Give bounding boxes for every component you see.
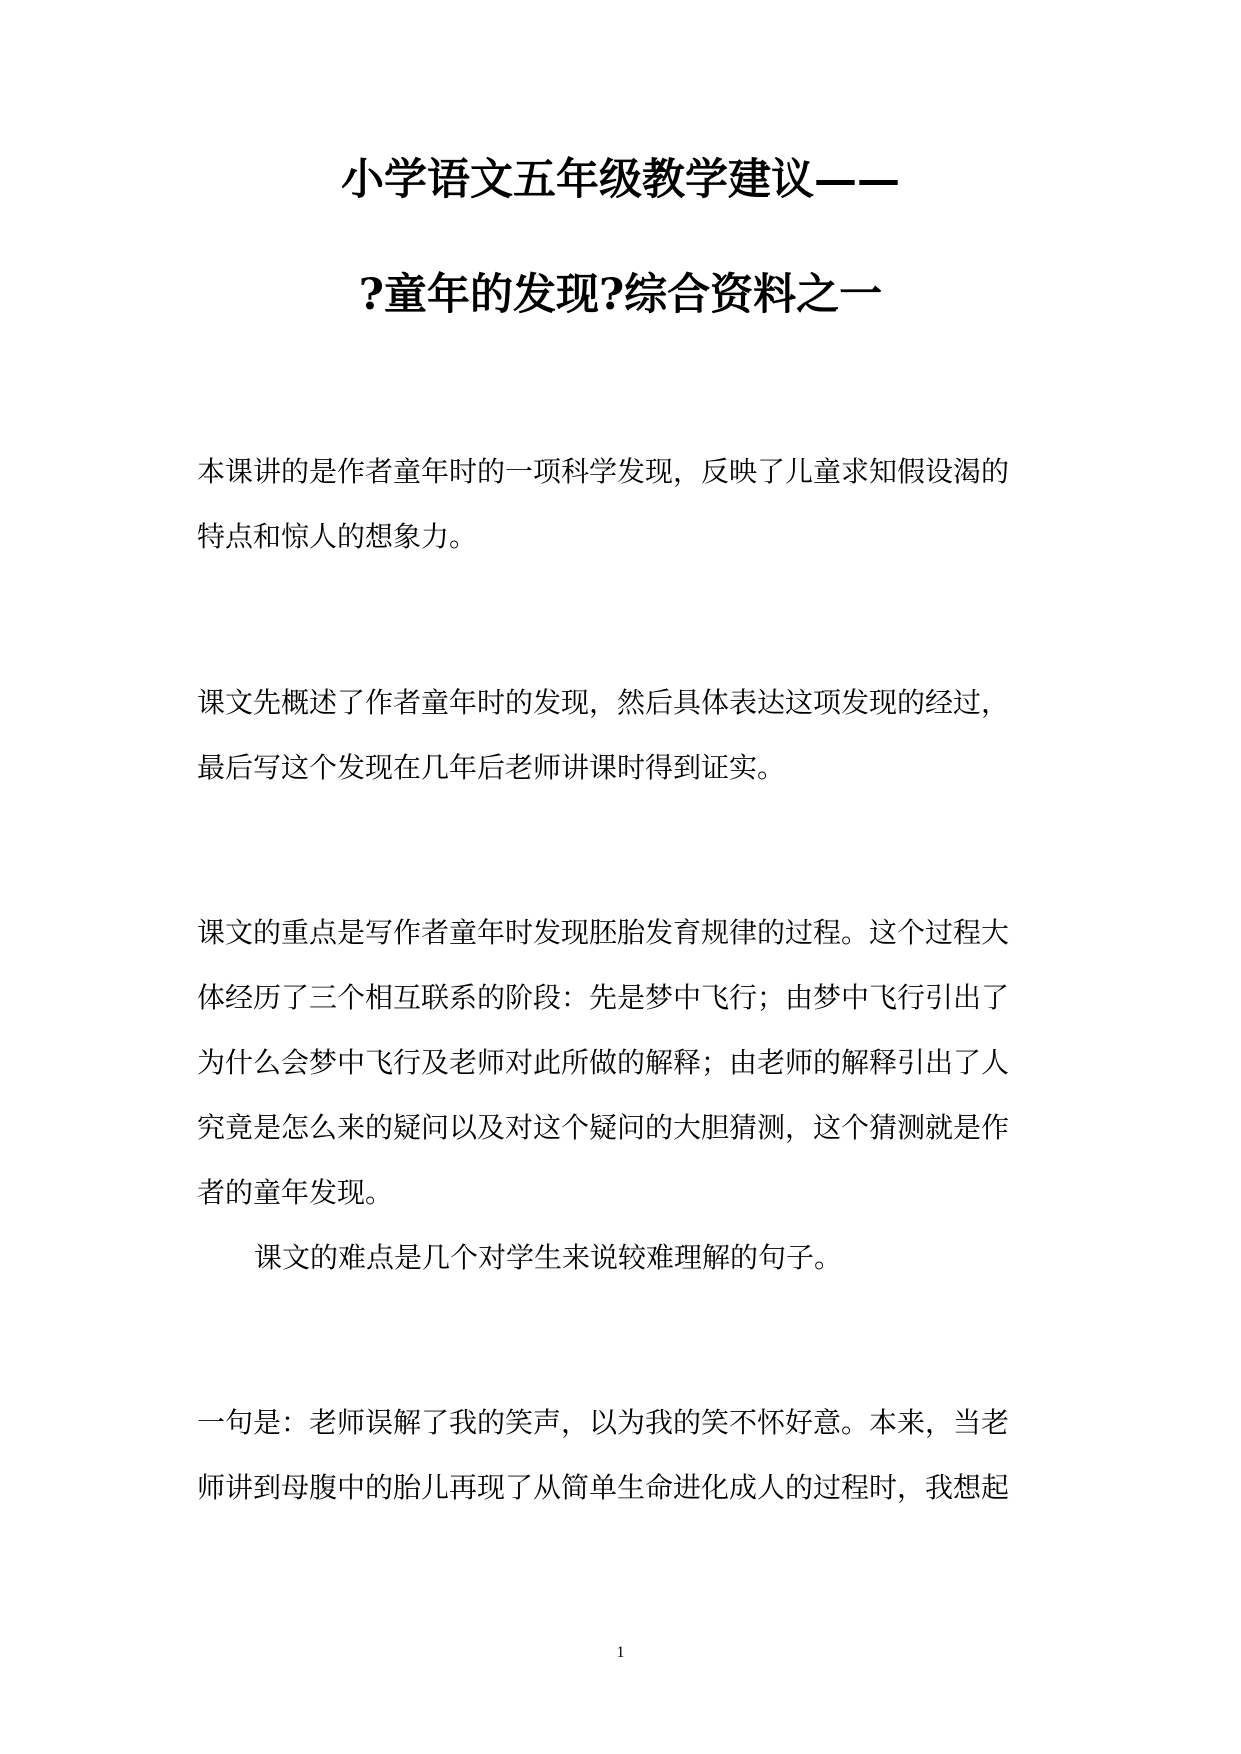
paragraph-1-line-1: 本课讲的是作者童年时的一项科学发现，反映了儿童求知假设渴的 [197,455,1010,488]
paragraph-5-line-2: 师讲到母腹中的胎儿再现了从简单生命进化成人的过程时，我想起 [197,1471,1010,1504]
document-title-line-1: 小学语文五年级教学建议—— [341,155,900,205]
document-title-line-2: ?童年的发现?综合资料之一 [358,270,883,320]
paragraph-3-line-5: 者的童年发现。 [197,1176,394,1209]
paragraph-1-line-2: 特点和惊人的想象力。 [197,520,478,553]
paragraph-4-line-1: 课文的难点是几个对学生来说较难理解的句子。 [254,1241,843,1274]
paragraph-2-line-1: 课文先概述了作者童年时的发现，然后具体表达这项发现的经过， [197,686,1010,719]
paragraph-3-line-3: 为什么会梦中飞行及老师对此所做的解释；由老师的解释引出了人 [197,1046,1010,1079]
paragraph-2-line-2: 最后写这个发现在几年后老师讲课时得到证实。 [197,751,786,784]
page-number: 1 [616,1644,625,1661]
paragraph-5-line-1: 一句是：老师误解了我的笑声，以为我的笑不怀好意。本来，当老 [197,1406,1010,1439]
paragraph-3-line-1: 课文的重点是写作者童年时发现胚胎发育规律的过程。这个过程大 [197,916,1010,949]
paragraph-3-line-4: 究竟是怎么来的疑问以及对这个疑问的大胆猜测，这个猜测就是作 [197,1111,1010,1144]
paragraph-3-line-2: 体经历了三个相互联系的阶段：先是梦中飞行；由梦中飞行引出了 [197,981,1010,1014]
